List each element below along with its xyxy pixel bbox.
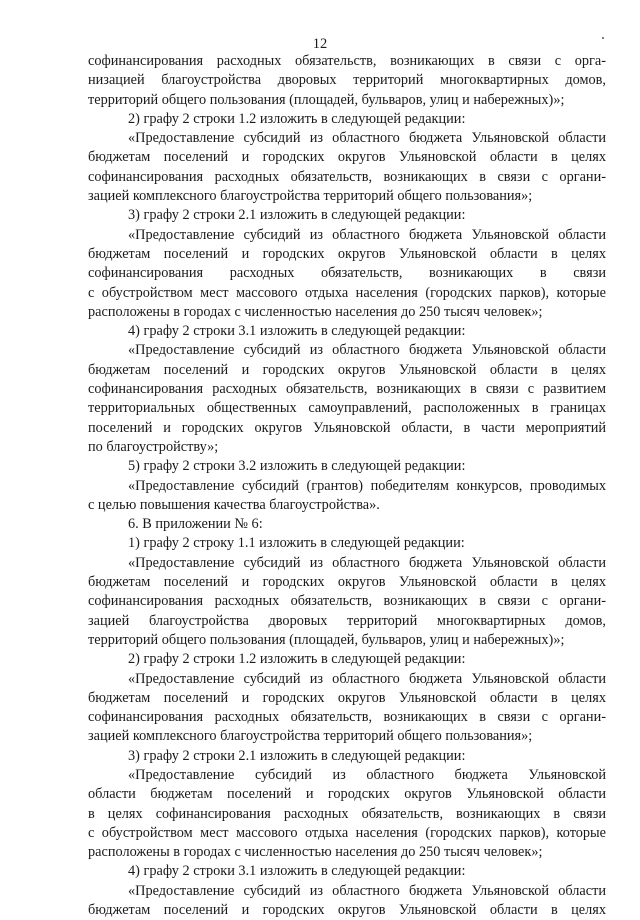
text-line: 4) графу 2 строки 3.1 изложить в следующей редакции: [128,323,466,340]
text-line: 1) графу 2 строку 1.1 изложить в следующей редакции: [128,535,465,552]
text-line: расположены в городах с численностью населения до 250 тысяч человек»; [88,303,543,320]
text-line: бюджетам поселений и городских округов Ульяновской области в целях [88,902,606,919]
text-line: софинансирования расходных обязательств, возникающих в связи с органи- [88,168,606,185]
page-number: 12 [312,36,328,52]
text-line: софинансирования расходных обязательств, возникающих в связи [88,265,606,282]
text-line: бюджетам поселений и городских округов Ульяновской области в целях [88,574,606,591]
document-body [88,52,606,920]
text-line: расположены в городах с численностью населения до 250 тысяч человек»; [88,844,543,861]
text-line: зацией благоустройства дворовых территорий многоквартирных домов, [88,612,606,629]
text-line: территориальных общественных самоуправлений, расположенных в границах [88,400,606,417]
text-line: софинансирования расходных обязательств, возникающих в связи с органи- [88,709,606,726]
text-line: бюджетам поселений и городских округов Ульяновской области в целях [88,689,606,706]
text-line: «Предоставление субсидий из областного бюджета Ульяновской области [128,882,606,899]
text-line: 3) графу 2 строки 2.1 изложить в следующей редакции: [128,747,466,764]
text-line: поселений и городских округов Ульяновской области, в части мероприятий [88,419,606,436]
text-line: «Предоставление субсидий из областного бюджета Ульяновской области [128,554,606,571]
text-line: территорий общего пользования (площадей, бульваров, улиц и набережных)»; [88,631,565,648]
text-line: «Предоставление субсидий из областного бюджета Ульяновской области [128,342,606,359]
text-line: с обустройством мест массового отдыха населения (городских парков), которые [88,284,606,301]
text-line: софинансирования расходных обязательств, возникающих в связи с орга- [88,53,606,69]
text-line: «Предоставление субсидий из областного бюджета Ульяновской области [128,226,606,243]
text-line: «Предоставление субсидий (грантов) победителям конкурсов, проводимых [128,477,606,494]
text-line: низацией благоустройства дворовых территорий многоквартирных домов, [88,72,606,89]
text-line: 2) графу 2 строки 1.2 изложить в следующей редакции: [128,651,466,668]
text-line: 5) графу 2 строки 3.2 изложить в следующей редакции: [128,458,466,475]
text-line: с обустройством мест массового отдыха населения (городских парков), которые [88,824,606,841]
text-line: зацией комплексного благоустройства территорий общего пользования»; [88,188,533,205]
text-line: 4) графу 2 строки 3.1 изложить в следующей редакции: [128,863,466,880]
text-line: 3) графу 2 строки 2.1 изложить в следующей редакции: [128,207,466,224]
text-line: области бюджетам поселений и городских округов Ульяновской области [88,786,606,803]
text-line: в целях софинансирования расходных обязательств, возникающих в связи [88,805,606,822]
text-line: «Предоставление субсидий из областного бюджета Ульяновской области [128,670,606,687]
text-line: бюджетам поселений и городских округов Ульяновской области в целях [88,245,606,262]
text-line: «Предоставление субсидий из областного бюджета Ульяновской области [128,130,606,147]
text-line: бюджетам поселений и городских округов Ульяновской области в целях [88,361,606,378]
text-line: 6. В приложении № 6: [128,516,263,533]
text-line: зацией комплексного благоустройства территорий общего пользования»; [88,728,533,745]
text-line: 2) графу 2 строки 1.2 изложить в следующей редакции: [128,110,466,127]
text-line: софинансирования расходных обязательств, возникающих в связи с развитием [88,381,606,398]
scan-speck [602,37,604,39]
text-line: с целью повышения качества благоустройства». [88,496,380,513]
text-line: софинансирования расходных обязательств, возникающих в связи с органи- [88,593,606,610]
text-line: территорий общего пользования (площадей, бульваров, улиц и набережных)»; [88,91,565,108]
text-line: бюджетам поселений и городских округов Ульяновской области в целях [88,149,606,166]
text-line: «Предоставление субсидий из областного бюджета Ульяновской [128,766,606,783]
text-line: по благоустройству»; [88,438,219,455]
